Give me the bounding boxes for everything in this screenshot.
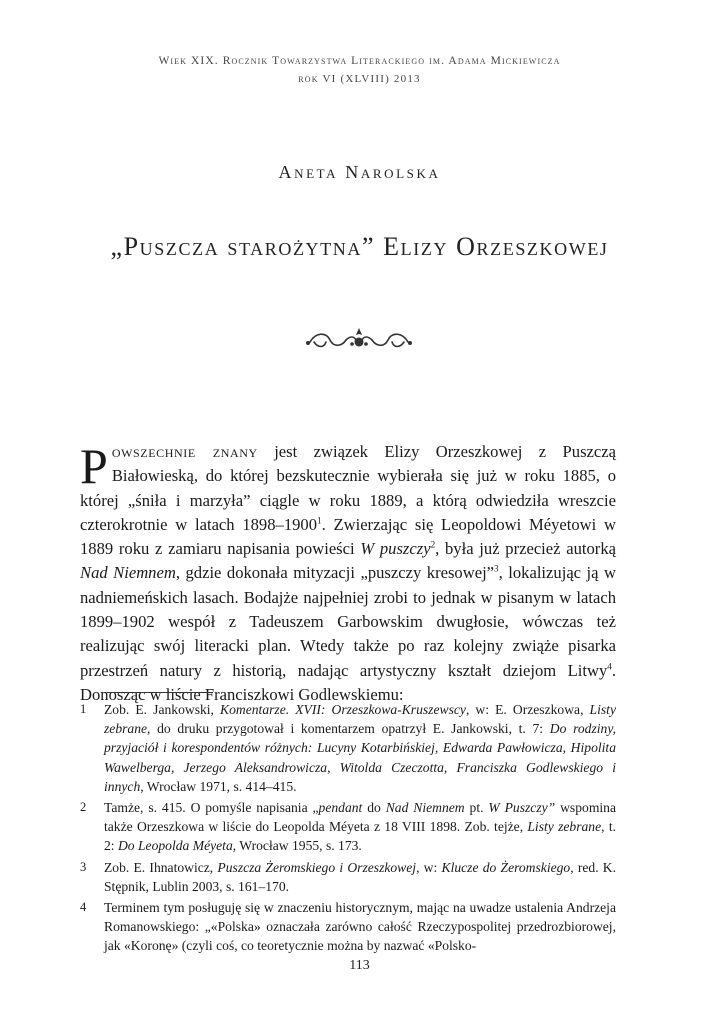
journal-volume: rok VI (XLVIII) 2013 [298, 73, 421, 85]
text-segment: , lokalizując ją w nadniemeńskich lasach. Bodajże najpełniej zrobi to jednak w pisanym w latach 1899–1902 wespół z Tadeuszem Garbowskim dwugłosie, wówczas też realizując swój literacki plan. Wtedy także po raz kolejny zwiąże pisarka przestrzeń natury z historią, nadając artystyczny kształt dziejom Litwy [80, 563, 616, 680]
fn-segment: wspomina także Orzeszkowa w liście do Leopolda Méyeta z 18 VIII 1898. Zob. tejże, [104, 800, 616, 835]
body-paragraph [80, 440, 616, 707]
italic-work-title: W puszczy [360, 539, 431, 559]
fn-segment: Zob. E. Jankowski, [104, 702, 221, 717]
footnote-number: 1 [80, 702, 87, 716]
fn-italic: Klucze do Żeromskiego [441, 859, 571, 875]
footnote-4 [80, 898, 616, 956]
footnote-3 [80, 858, 616, 896]
footnote-number: 4 [80, 900, 87, 915]
fn-italic: Listy zebrane [527, 819, 602, 835]
fn-italic: Komentarze. XVII: Orzeszkowa-Kruszewscy [220, 702, 466, 717]
article-author: Aneta Narolska [278, 162, 441, 182]
journal-title: Wiek XIX. Rocznik Towarzystwa Literackiego im. Adama Mickiewicza [158, 55, 561, 67]
fn-segment: Zob. E. Ihnatowicz, [104, 859, 218, 875]
text-segment: . Donosząc w liście Franciszkowi Godlewskiemu: [80, 660, 616, 704]
fn-segment: , w: E. Orzeszkowa, [465, 702, 590, 717]
fn-italic: pendant [318, 800, 363, 816]
fn-italic: Do Leopolda Méyeta [117, 838, 233, 854]
fn-segment: , Wrocław 1971, s. 414–415. [140, 778, 297, 794]
fleuron-ornament-icon [302, 322, 416, 356]
fn-italic: Nad Niemnem [385, 800, 465, 816]
fn-segment: , w: [416, 859, 442, 875]
fn-segment: pt. [464, 800, 489, 816]
lead-words: owszechnie znany [111, 442, 258, 461]
footnote-ref: 3 [494, 564, 499, 575]
footnote-number: 2 [80, 800, 87, 815]
fn-italic: Do rodziny, przyjaciół i korespondentów różnych: Lucyny Kotarbińskiej, Edwarda Pawłowicza, Hipolita Wawelberga, Jerzego Aleksandrowicza, Witolda Czeczotta, Franciszka Godlewskiego i innych [104, 721, 617, 794]
italic-work-title: Nad Niemnem [80, 563, 176, 583]
text-segment: jest związek Elizy Orzeszkowej z Puszczą Białowieską, do której bezskutecznie wybierała się już w roku 1885, o której „śniła i marzyła” ciągle w roku 1889, a którą odwiedziła wreszcie czterokrotnie w latach 1898–1900 [80, 442, 616, 534]
footnote-text [104, 858, 616, 896]
footnote-1 [80, 700, 616, 796]
fn-segment: , do druku przygotował i komentarzem opatrzył E. Jankowski, t. 7: [147, 721, 550, 737]
footnote-text: Terminem tym posługuję się w znaczeniu historycznym, mając na uwadze ustalenia Andrzeja Romanowskiego: „«Polska» oznaczała zarówno całość Rzeczypospolitej przedrozbiorowej, jak «Koronę» (czyli coś, co teoretycznie można by nazwać «Polsko- [104, 900, 616, 954]
text-segment: , była już przecież autorką [435, 539, 616, 559]
footnote-2 [80, 798, 616, 856]
fn-segment: do [362, 800, 386, 816]
fn-segment: , t. 2: [104, 819, 616, 854]
article-title: „Puszcza starożytna” Elizy Orzeszkowej [110, 232, 609, 261]
fn-italic: W Puszczy” [488, 800, 556, 816]
text-segment: . Zwierzając się Leopoldowi Méyetowi w 1889 roku z zamiaru napisania powieści [80, 514, 616, 559]
text-segment: , gdzie dokonała mityzacji „puszczy kresowej” [175, 563, 495, 583]
footnote-ref: 1 [317, 515, 322, 526]
footnotes [80, 700, 616, 958]
footnote-ref: 4 [607, 661, 612, 672]
fn-segment: , Wrocław 1955, s. 173. [232, 838, 362, 854]
fn-italic: Puszcza Żeromskiego i Orzeszkowej [217, 859, 417, 875]
drop-cap: P [80, 438, 108, 494]
running-head [0, 52, 719, 88]
page-number: 113 [349, 958, 370, 973]
footnote-text [104, 798, 616, 856]
footnote-ref: 2 [430, 539, 436, 550]
fn-segment: , red. K. Stępnik, Lublin 2003, s. 161–170. [104, 859, 617, 894]
fn-segment: Tamże, s. 415. O pomyśle napisania „ [104, 800, 319, 816]
footnote-separator [107, 692, 213, 693]
footnote-number: 3 [80, 859, 87, 874]
fn-italic: Listy zebrane [104, 702, 616, 737]
footnote-text [104, 700, 616, 796]
